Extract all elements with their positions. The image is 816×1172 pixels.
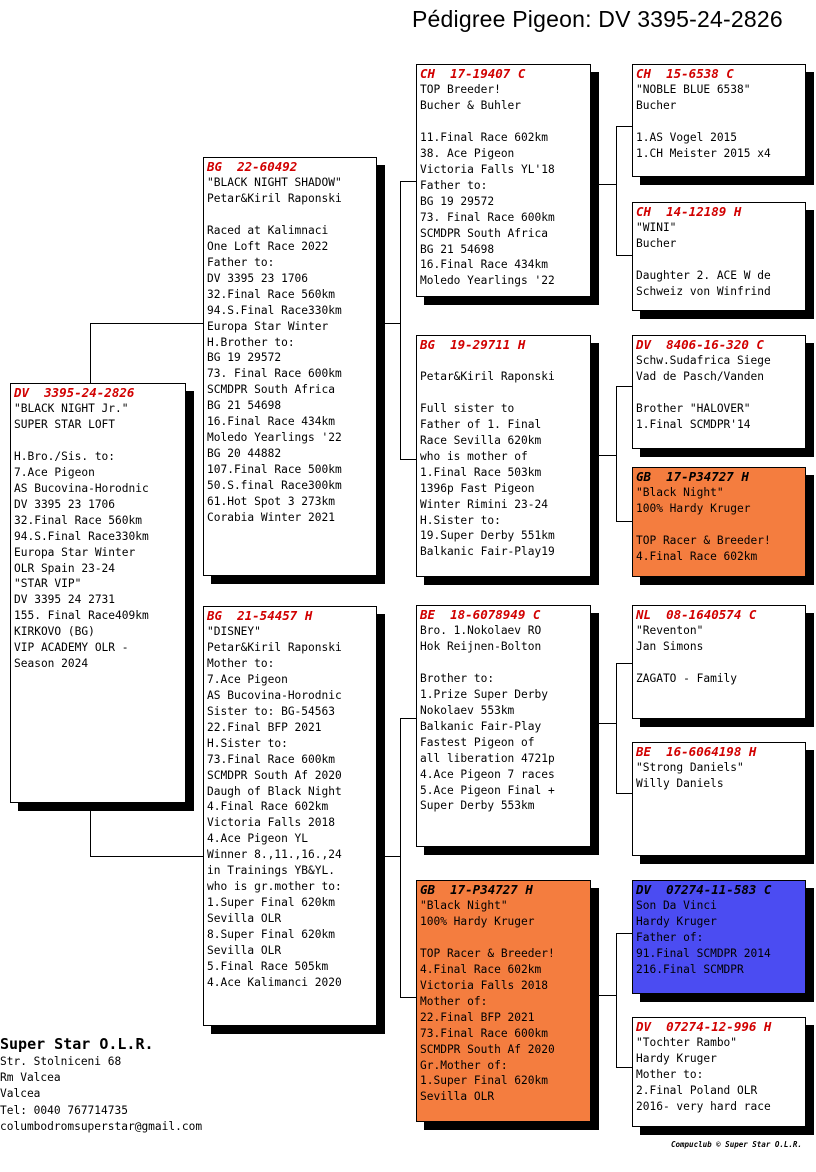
connector-line bbox=[400, 718, 416, 719]
great-grandparent-card bbox=[632, 742, 806, 856]
connector-line bbox=[616, 126, 617, 256]
ring-number: BG 21-54457 H bbox=[207, 608, 313, 623]
connector-line bbox=[616, 386, 632, 387]
great-grandparent-card bbox=[632, 202, 806, 311]
connector-line bbox=[590, 723, 616, 724]
connector-line bbox=[376, 856, 400, 857]
connector-line bbox=[616, 933, 617, 1068]
connector-line bbox=[90, 856, 204, 857]
ring-number: BE 18-6078949 C bbox=[420, 607, 541, 622]
pigeon-details: "BLACK NIGHT Jr." SUPER STAR LOFT H.Bro./Sis. to: 7.Ace Pigeon AS Bucovina-Horodnic DV 3395 23 1706 32.Final Race 560km 94.S.Final Race330km Europa Star Winter OLR Spain 23-24 "STAR VIP" DV 3395 24 2731 155. Final Race409km KIRKOVO (BG) VIP ACADEMY OLR - Season 2024 bbox=[14, 402, 149, 671]
pigeon-details: TOP Breeder! Bucher & Buhler 11.Final Race 602km 38. Ace Pigeon Victoria Falls YL'18 Father to: BG 19 29572 73. Final Race 600km SCMDPR South Africa BG 21 54698 16.Final Race 434km Moledo Yearlings '22 bbox=[420, 83, 555, 288]
footer-credit: Compuclub © Super Star O.L.R. bbox=[671, 1140, 802, 1149]
connector-line bbox=[616, 793, 632, 794]
connector-line bbox=[90, 803, 91, 856]
ring-number: GB 17-P34727 H bbox=[420, 882, 533, 897]
connector-line bbox=[400, 181, 416, 182]
pigeon-details: Son Da Vinci Hardy Kruger Father of: 91.Final SCMDPR 2014 216.Final SCMDPR bbox=[636, 899, 771, 976]
great-grandparent-card bbox=[632, 335, 806, 449]
connector-line bbox=[90, 323, 204, 324]
pigeon-details: "NOBLE BLUE 6538" Bucher 1.AS Vogel 2015 1.CH Meister 2015 x4 bbox=[636, 83, 771, 160]
pigeon-details: "DISNEY" Petar&Kiril Raponski Mother to: 7.Ace Pigeon AS Bucovina-Horodnic Sister to: BG-54563 22.Final BFP 2021 H.Sister to: 73.Final Race 600km SCMDPR South Af 2020 Daugh of Black Night 4.Final Race 602km Victoria Falls 2018 4.Ace Pigeon YL Winner 8.,11.,16.,24 in Trainings YB&YL. who is gr.mother to: 1.Super Final 620km Sevilla OLR 8.Super Final 620km Sevilla OLR 5.Final Race 505km 4.Ace Kalimanci 2020 bbox=[207, 625, 342, 989]
pigeon-details: "Black Night" 100% Hardy Kruger TOP Racer & Breeder! 4.Final Race 602km Victoria Falls 2018 Mother of: 22.Final BFP 2021 73.Final Race 600km SCMDPR South Af 2020 Gr.Mother of: 1.Super Final 620km Sevilla OLR bbox=[420, 899, 555, 1104]
ring-number: GB 17-P34727 H bbox=[636, 469, 749, 484]
pigeon-details: "WINI" Bucher Daughter 2. ACE W de Schweiz von Winfrind bbox=[636, 221, 771, 298]
ring-number: DV 8406-16-320 C bbox=[636, 337, 764, 352]
granddam-dam-card bbox=[416, 880, 591, 1122]
ring-number: CH 14-12189 H bbox=[636, 204, 742, 219]
loft-address: Str. Stolniceni 68 Rm Valcea Valcea Tel: 0040 767714735 columbodromsuperstar@gmail.com bbox=[0, 1055, 203, 1133]
ring-number: CH 15-6538 C bbox=[636, 66, 734, 81]
breeder-contact bbox=[0, 1034, 202, 1135]
great-grandparent-card bbox=[632, 467, 806, 577]
pigeon-details: "Black Night" 100% Hardy Kruger TOP Racer & Breeder! 4.Final Race 602km bbox=[636, 486, 771, 563]
ring-number: BG 22-60492 bbox=[207, 159, 298, 174]
great-grandparent-card bbox=[632, 880, 806, 994]
connector-line bbox=[590, 995, 616, 996]
connector-line bbox=[400, 181, 401, 460]
connector-line bbox=[616, 386, 617, 522]
connector-line bbox=[590, 455, 616, 456]
connector-line bbox=[376, 323, 400, 324]
connector-line bbox=[590, 184, 616, 185]
ring-number: BG 19-29711 H bbox=[420, 337, 526, 352]
dam-card bbox=[203, 606, 377, 1026]
ring-number: BE 16-6064198 H bbox=[636, 744, 757, 759]
connector-line bbox=[400, 997, 416, 998]
pigeon-details: Bro. 1.Nokolaev RO Hok Reijnen-Bolton Brother to: 1.Prize Super Derby Nokolaev 553km Balkanic Fair-Play Fastest Pigeon of all liberation 4721p 4.Ace Pigeon 7 races 5.Ace Pigeon Final + Super Derby 553km bbox=[420, 624, 555, 813]
great-grandparent-card bbox=[632, 1017, 806, 1127]
loft-name: Super Star O.L.R. bbox=[0, 1035, 154, 1053]
great-grandparent-card bbox=[632, 64, 806, 177]
connector-line bbox=[400, 459, 416, 460]
sire-card bbox=[203, 157, 377, 576]
connector-line bbox=[90, 323, 91, 383]
connector-line bbox=[616, 1067, 632, 1068]
pigeon-details: Petar&Kiril Raponski Full sister to Father of 1. Final Race Sevilla 620km who is mother of 1.Final Race 503km 1396p Fast Pigeon Winter Rimini 23-24 H.Sister to: 19.Super Derby 551km Balkanic Fair-Play19 bbox=[420, 369, 555, 559]
grandsire-dam-card bbox=[416, 605, 591, 847]
pigeon-details: "Strong Daniels" Willy Daniels bbox=[636, 761, 744, 790]
great-grandparent-card bbox=[632, 605, 806, 719]
connector-line bbox=[616, 663, 632, 664]
pigeon-details: Schw.Sudafrica Siege Vad de Pasch/Vanden Brother "HALOVER" 1.Final SCMDPR'14 bbox=[636, 354, 771, 431]
page-title: Pédigree Pigeon: DV 3395-24-2826 bbox=[412, 6, 783, 32]
connector-line bbox=[616, 255, 632, 256]
pigeon-details: "Tochter Rambo" Hardy Kruger Mother to: 2.Final Poland OLR 2016- very hard race bbox=[636, 1036, 771, 1113]
connector-line bbox=[616, 126, 632, 127]
pigeon-details: "BLACK NIGHT SHADOW" Petar&Kiril Raponski Raced at Kalimnaci One Loft Race 2022 Father to: DV 3395 23 1706 32.Final Race 560km 94.S.Final Race330km Europa Star Winter H.Brother to: BG 19 29572 73. Final Race 600km SCMDPR South Africa BG 21 54698 16.Final Race 434km Moledo Yearlings '22 BG 20 44882 107.Final Race 500km 50.S.final Race300km 61.Hot Spot 3 273km Corabia Winter 2021 bbox=[207, 176, 342, 525]
connector-line bbox=[616, 521, 632, 522]
ring-number: DV 07274-12-996 H bbox=[636, 1019, 772, 1034]
subject-card bbox=[10, 383, 186, 803]
grandsire-sire-card bbox=[416, 64, 591, 297]
pigeon-details: "Reventon" Jan Simons ZAGATO - Family bbox=[636, 624, 738, 685]
ring-number: NL 08-1640574 C bbox=[636, 607, 757, 622]
ring-number: DV 3395-24-2826 bbox=[14, 385, 135, 400]
granddam-sire-card bbox=[416, 335, 591, 577]
ring-number: DV 07274-11-583 C bbox=[636, 882, 772, 897]
connector-line bbox=[616, 663, 617, 794]
ring-number: CH 17-19407 C bbox=[420, 66, 526, 81]
connector-line bbox=[616, 933, 632, 934]
connector-line bbox=[400, 718, 401, 998]
